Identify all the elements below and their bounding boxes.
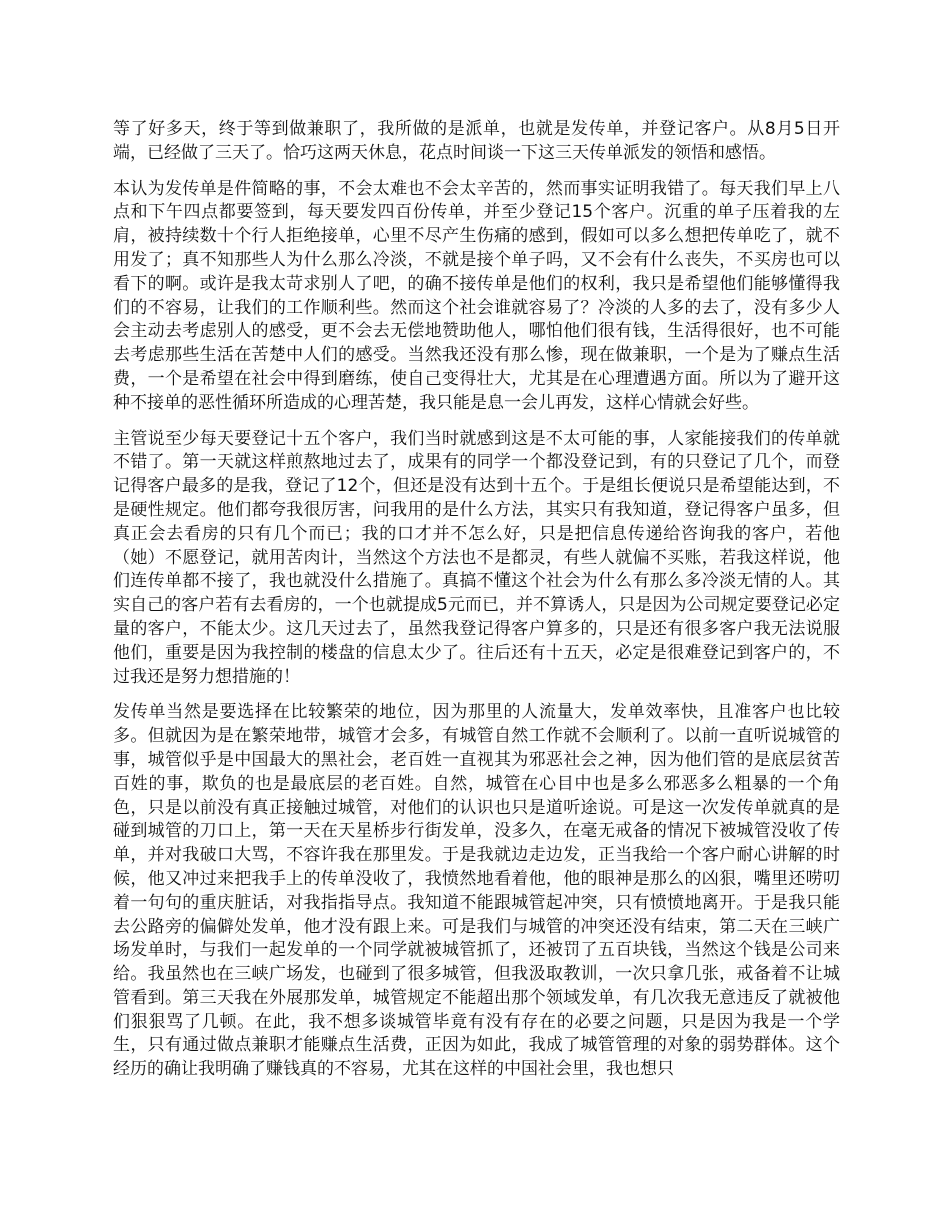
paragraph-registration: 主管说至少每天要登记十五个客户，我们当时就感到这是不太可能的事，人家能接我们的传单就不错了。第一天就这样煎熬地过去了，成果有的同学一个都没登记到，有的只登记了几个，而登记得客户最多的是我，登记了12个，但还是没有达到十五个。于是组长便说只是希望能达到，不是硬性规定。他们都夸我很厉害，问我用的是什么方法，其实只有我知道，登记得客户虽多，但真正会去看房的只有几个而已；我的口才并不怎么好，只是把信息传递给咨询我的客户，若他（她）不愿登记，就用苦肉计，当然这个方法也不是都灵，有些人就偏不买账，若我这样说，他们连传单都不接了，我也就没什么措施了。真搞不懂这个社会为什么有那么多冷淡无情的人。其实自己的客户若有去看房的，一个也就提成5元而已，并不算诱人，只是因为公司规定要登记必定量的客户，不能太少。这几天过去了，虽然我登记得客户算多的，只是还有很多客户我无法说服他们，重要是因为我控制的楼盘的信息太少了。往后还有十五天，必定是很难登记到客户的，不过我还是努力想措施的！ — [113, 428, 840, 687]
paragraph-intro: 等了好多天，终于等到做兼职了，我所做的是派单，也就是发传单，并登记客户。从8月5日开端，已经做了三天了。恰巧这两天休息，花点时间谈一下这三天传单派发的领悟和感悟。 — [113, 119, 840, 163]
document-body — [113, 118, 840, 1094]
paragraph-hardship: 本认为发传单是件简略的事，不会太难也不会太辛苦的，然而事实证明我错了。每天我们早上八点和下午四点都要签到，每天要发四百份传单，并至少登记15个客户。沉重的单子压着我的左肩，被持续数十个行人拒绝接单，心里不尽产生伤痛的感到，假如可以多么想把传单吃了，就不用发了；真不知那些人为什么那么冷淡，不就是接个单子吗，又不会有什么丧失，不买房也可以看下的啊。或许是我太苛求别人了吧，的确不接传单是他们的权利，我只是希望他们能够懂得我们的不容易，让我们的工作顺利些。然而这个社会谁就容易了？冷淡的人多的去了，没有多少人会主动去考虑别人的感受，更不会去无偿地赞助他人，哪怕他们很有钱，生活得很好，也不可能去考虑那些生活在苦楚中人们的感受。当然我还没有那么惨，现在做兼职，一个是为了赚点生活费，一个是希望在社会中得到磨练，使自己变得壮大，尤其是在心理遭遇方面。所以为了避开这种不接单的恶性循环所造成的心理苦楚，我只能是息一会儿再发，这样心情就会好些。 — [113, 178, 840, 413]
paragraph-city-management: 发传单当然是要选择在比较繁荣的地位，因为那里的人流量大，发单效率快，且准客户也比较多。但就因为是在繁荣地带，城管才会多，有城管自然工作就不会顺利了。以前一直听说城管的事，城管似乎是中国最大的黑社会，老百姓一直视其为邪恶社会之神，因为他们管的是底层贫苦百姓的事，欺负的也是最底层的老百姓。自然，城管在心目中也是多么邪恶多么粗暴的一个角色，只是以前没有真正接触过城管，对他们的认识也只是道听途说。可是这一次发传单就真的是碰到城管的刀口上，第一天在天星桥步行街发单，没多久，在毫无戒备的情况下被城管没收了传单，并对我破口大骂，不容许我在那里发。于是我就边走边发，正当我给一个客户耐心讲解的时候，他又冲过来把我手上的传单没收了，我愤然地看着他，他的眼神是那么的凶狠，嘴里还唠叨着一句句的重庆脏话，对我指指导点。我知道不能跟城管起冲突，只有愤愤地离开。于是我只能去公路旁的偏僻处发单，他才没有跟上来。可是我们与城管的冲突还没有结束，第二天在三峡广场发单时，与我们一起发单的一个同学就被城管抓了，还被罚了五百块钱，当然这个钱是公司来给。我虽然也在三峡广场发，也碰到了很多城管，但我汲取教训，一次只拿几张，戒备着不让城管看到。第三天我在外展那发单，城管规定不能超出那个领域发单，有几次我无意违反了就被他们狠狠骂了几顿。在此，我不想多谈城管毕竟有没有存在的必要之问题，只是因为我是一个学生，只有通过做点兼职才能赚点生活费，正因为如此，我成了城管管理的对象的弱势群体。这个经历的确让我明确了赚钱真的不容易，尤其在这样的中国社会里，我也想只 — [113, 702, 840, 1080]
